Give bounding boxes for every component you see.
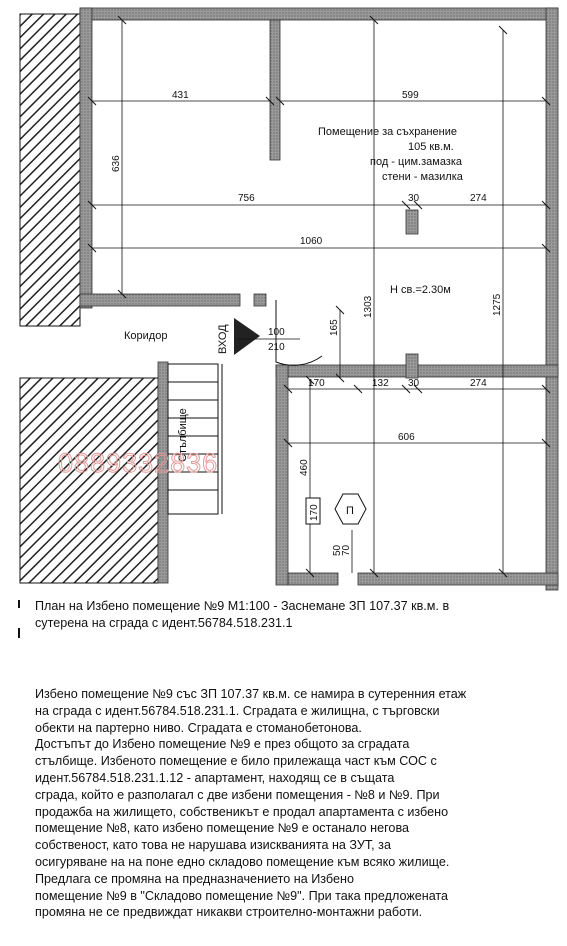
corridor-label: Коридор (124, 330, 168, 342)
dim-606: 606 (398, 432, 415, 443)
description-line: помещение №8, като избено помещение №9 е останало негова (35, 821, 409, 836)
margin-tick (18, 600, 20, 608)
margin-tick (18, 628, 20, 638)
dim-132: 132 (372, 378, 389, 389)
dim-50: 50 (332, 544, 343, 556)
dim-100: 100 (268, 327, 285, 338)
dim-599: 599 (402, 90, 419, 101)
height-label: H св.=2.30м (390, 284, 451, 296)
dim-756: 756 (238, 193, 255, 204)
watermark-phone: 0889332836 (58, 448, 219, 478)
dim-274a: 274 (470, 193, 487, 204)
dim-30b: 30 (408, 378, 420, 389)
dim-70: 70 (341, 544, 352, 556)
dim-210: 210 (268, 342, 285, 353)
description-line: продажба на жилището, собственикът е продал апартамента с избено (35, 804, 449, 819)
dim-1303: 1303 (363, 295, 374, 318)
entrance-label: ВХОД (217, 324, 229, 354)
dim-30a: 30 (408, 193, 420, 204)
dim-165: 165 (329, 319, 340, 336)
dim-170b: 170 (309, 504, 320, 521)
description-line: Избено помещение №9 със ЗП 107.37 кв.м. се намира в сутеренния етаж (35, 687, 467, 701)
caption-line: сутерена на сграда с идент.56784.518.231.1 (35, 616, 293, 630)
dim-431: 431 (172, 90, 189, 101)
description-line: обекти на партерно ниво. Сградата е стоманобетонова. (35, 720, 362, 735)
description-line: промяна не се предвиждат никакви строително-монтажни работи. (35, 905, 423, 920)
description-line: на сграда с идент.56784.518.231.1. Сградата е жилищна, с търговски (35, 703, 440, 718)
description-line: Предлага се промяна на предназначението на Избено (35, 871, 354, 886)
description-line: Достъпът до Избено помещение №9 е през общото за сградата (35, 737, 410, 752)
description-line: сграда, който е разполагал с две избени помещения - №8 и №9. При (35, 787, 440, 802)
dim-274b: 274 (470, 378, 487, 389)
dim-460: 460 (299, 459, 310, 476)
dim-170: 170 (308, 378, 325, 389)
room-floor: под - цим.замазка (370, 156, 463, 168)
plan-caption (35, 598, 535, 632)
post-label: П (346, 505, 354, 517)
hatched-wall-left-bottom (20, 378, 158, 583)
description-line: стълбище. Избеното помещение е било прилежаща част към СОС с (35, 754, 437, 769)
stairs-label: Стълбище (177, 408, 189, 462)
description-line: идент.56784.518.231.1.12 - апартамент, находящ се в същата (35, 770, 395, 785)
description (35, 686, 550, 921)
caption-line: План на Избено помещение №9 М1:100 - Заснемане ЗП 107.37 кв.м. в (35, 599, 450, 613)
room-title: Помещение за съхранение (318, 126, 457, 138)
entrance-arrow-icon (234, 318, 260, 355)
hatched-wall-left-top (20, 14, 80, 326)
dim-1060: 1060 (300, 236, 323, 247)
room-area: 105 кв.м. (408, 141, 454, 153)
dim-636: 636 (111, 155, 122, 172)
description-line: собственост, като това не нарушава изискванията на ЗУТ, за (35, 838, 391, 853)
room-walls: стени - мазилка (382, 171, 463, 183)
dim-1275: 1275 (492, 293, 503, 316)
description-line: осигуряване на на поне едно складово помещение към всяко жилище. (35, 854, 450, 869)
description-line: помещение №9 в "Складово помещение №9". При така предложената (35, 888, 449, 903)
